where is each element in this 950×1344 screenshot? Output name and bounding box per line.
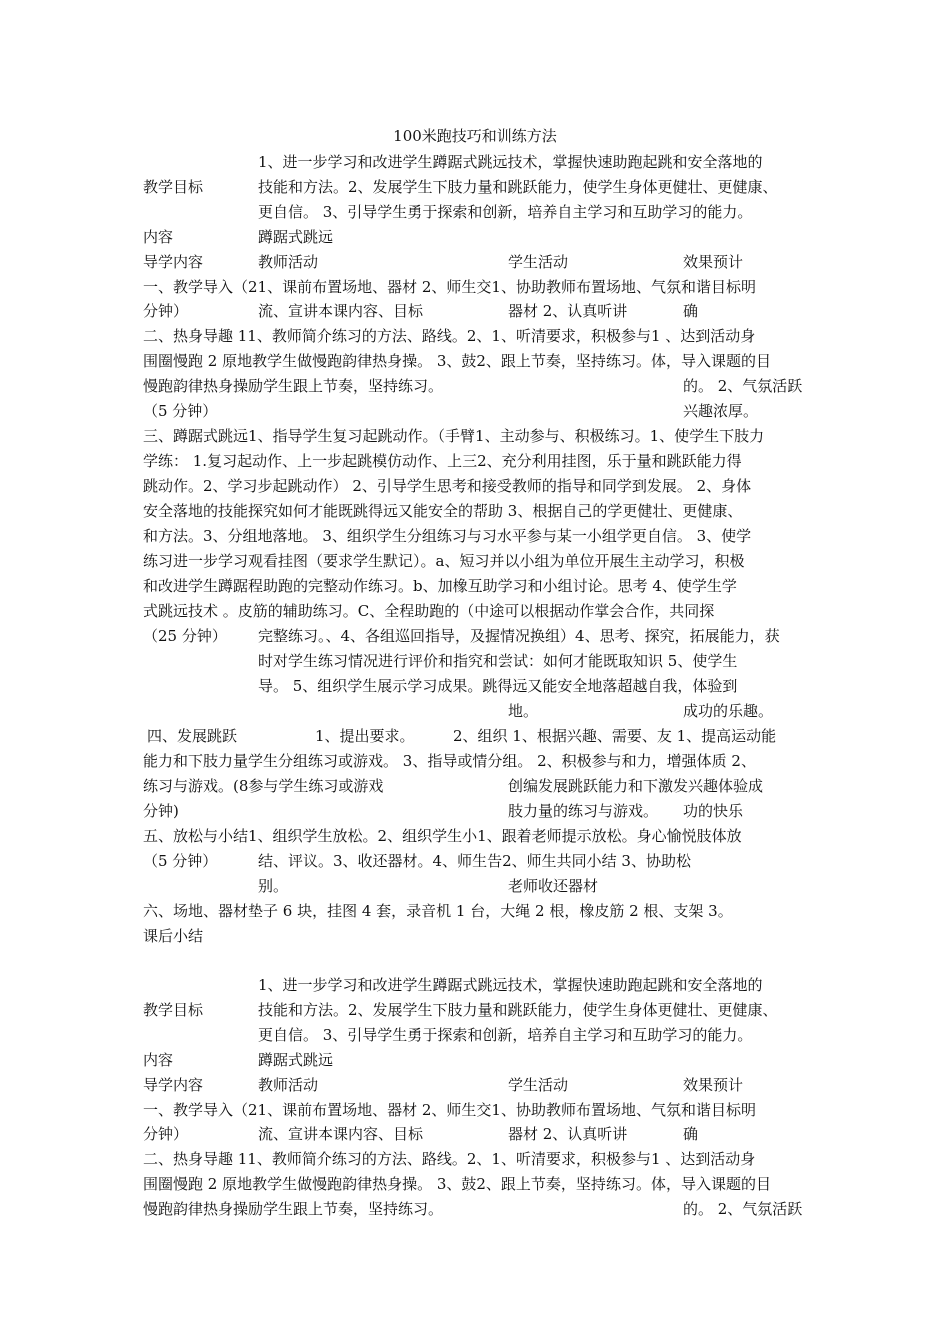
text-line: （5 分钟） (143, 852, 218, 870)
text-line: 练习进一步学习观看挂图（要求学生默记）。a、短习并以小组为单位开展生主动学习，积极 (143, 552, 745, 570)
text-line: 四、发展跳跃 (147, 727, 238, 745)
text-line: 围圈慢跑 2 原地教学生做慢跑韵律热身操。 3、鼓2、跟上节奏，坚持练习。体，导入课题的目 (143, 1175, 771, 1193)
text-line: 内容 (143, 228, 174, 246)
text-line: 确 (683, 1125, 699, 1143)
text-line: （25 分钟） (143, 627, 227, 645)
text-line: 六、场地、器材垫子 6 块，挂图 4 套，录音机 1 台，大绳 2 根，橡皮筋 2 根、支架 3。 (143, 902, 733, 920)
text-line: 分钟） (143, 302, 189, 320)
text-line: 更自信。 3、引导学生勇于探索和创新，培养自主学习和互助学习的能力。 (258, 1026, 753, 1044)
text-line: 1、进一步学习和改进学生蹲踞式跳远技术，掌握快速助跑起跳和安全落地的 (258, 976, 763, 994)
text-line: 肢力量的练习与游戏。 (508, 802, 659, 820)
text-line: 器材 2、认真听讲 (508, 302, 628, 320)
text-line: 能力和下肢力量学生分组练习或游戏。 3、指导或情分组。 2、积极参与和力，增强体质 2、 (143, 752, 756, 770)
text-line: 技能和方法。2、发展学生下肢力量和跳跃能力，使学生身体更健壮、更健康、 (258, 178, 778, 196)
text-line: 学生活动 (508, 253, 569, 271)
text-line: 导。 5、组织学生展示学习成果。跳得远又能安全地落超越自我，体验到 (258, 677, 738, 695)
text-line: 一、教学导入（21、课前布置场地、器材 2、师生交1、协助教师布置场地、气氛和谐目标明 (143, 278, 756, 296)
text-line: 二、热身导趣 11、教师简介练习的方法、路线。2、1、听清要求，积极参与1 、达到活动身 (143, 327, 756, 345)
text-line: 课后小结 (143, 927, 204, 945)
text-line: 流、宣讲本课内容、目标 (258, 302, 424, 320)
text-line: 导学内容 (143, 1076, 204, 1094)
text-line: 慢跑韵律热身操励学生跟上节奏，坚持练习。 (143, 377, 444, 395)
text-line: 跳动作。2、学习步起跳动作） 2、引导学生思考和接受教师的指导和同学到发展。 2、身体 (143, 477, 752, 495)
text-line: 教师活动 (258, 253, 319, 271)
text-line: 兴趣浓厚。 (683, 402, 759, 420)
text-line: 导学内容 (143, 253, 204, 271)
text-line: 一、教学导入（21、课前布置场地、器材 2、师生交1、协助教师布置场地、气氛和谐目标明 (143, 1101, 756, 1119)
text-line: 蹲踞式跳远 (258, 1051, 334, 1069)
text-line: 内容 (143, 1051, 174, 1069)
text-line: （5 分钟） (143, 402, 218, 420)
text-line: 完整练习。、4、各组巡回指导，及握情况换组）4、思考、探究，拓展能力，获 (258, 627, 780, 645)
text-line: 流、宣讲本课内容、目标 (258, 1125, 424, 1143)
text-line: 分钟） (143, 1125, 189, 1143)
text-line: 更自信。 3、引导学生勇于探索和创新，培养自主学习和互助学习的能力。 (258, 203, 753, 221)
text-line: 和方法。3、分组地落地。 3、组织学生分组练习与习水平参与某一小组学更自信。 3、使学 (143, 527, 752, 545)
text-line: 安全落地的技能探究如何才能既跳得远又能安全的帮助 3、根据自己的学更健壮、更健康、 (143, 502, 743, 520)
text-line: 教学目标 (143, 178, 204, 196)
text-line: 二、热身导趣 11、教师简介练习的方法、路线。2、1、听清要求，积极参与1 、达到活动身 (143, 1150, 756, 1168)
page-title: 100米跑技巧和训练方法 (393, 127, 557, 145)
text-line: 式跳远技术 。皮筋的辅助练习。C、全程助跑的（中途可以根据动作掌会合作，共同探 (143, 602, 715, 620)
text-line: 确 (683, 302, 699, 320)
text-line: 练习与游戏。(8参与学生练习或游戏 (143, 777, 384, 795)
text-line: 的。 2、气氛活跃 (683, 377, 803, 395)
text-line: 围圈慢跑 2 原地教学生做慢跑韵律热身操。 3、鼓2、跟上节奏，坚持练习。体，导入课题的目 (143, 352, 771, 370)
text-line: 五、放松与小结1、组织学生放松。2、组织学生小1、跟着老师提示放松。身心愉悦肢体放 (143, 827, 742, 845)
text-line: 老师收还器材 (508, 877, 599, 895)
text-line: 和改进学生蹲踞程助跑的完整动作练习。b、加橡互助学习和小组讨论。思考 4、使学生学 (143, 577, 737, 595)
text-line: 效果预计 (683, 1076, 744, 1094)
text-line: 的。 2、气氛活跃 (683, 1200, 803, 1218)
text-line: 1、提出要求。 (315, 727, 415, 745)
text-line: 成功的乐趣。 (683, 702, 774, 720)
text-line: 教师活动 (258, 1076, 319, 1094)
text-line: 1、进一步学习和改进学生蹲踞式跳远技术，掌握快速助跑起跳和安全落地的 (258, 153, 763, 171)
text-line: 三、蹲踞式跳远1、指导学生复习起跳动作。（手臂1、主动参与、积极练习。1、使学生下肢力 (143, 427, 765, 445)
text-line: 效果预计 (683, 253, 744, 271)
text-line: 学练： 1.复习起动作、上一步起跳模仿动作、上三2、充分利用挂图，乐于量和跳跃能力得 (143, 452, 742, 470)
text-line: 时对学生练习情况进行评价和指究和尝试：如何才能既取知识 5、使学生 (258, 652, 738, 670)
text-line: 地。 (508, 702, 539, 720)
text-line: 慢跑韵律热身操励学生跟上节奏，坚持练习。 (143, 1200, 444, 1218)
text-line: 功的快乐 (683, 802, 744, 820)
text-line: 2、组织 1、根据兴趣、需要、友 1、提高运动能 (453, 727, 777, 745)
text-line: 学生活动 (508, 1076, 569, 1094)
text-line: 教学目标 (143, 1001, 204, 1019)
text-line: 蹲踞式跳远 (258, 228, 334, 246)
text-line: 器材 2、认真听讲 (508, 1125, 628, 1143)
text-line: 创编发展跳跃能力和下激发兴趣体验成 (508, 777, 764, 795)
text-line: 技能和方法。2、发展学生下肢力量和跳跃能力，使学生身体更健壮、更健康、 (258, 1001, 778, 1019)
text-line: 分钟) (143, 802, 179, 820)
text-line: 结、评议。3、收还器材。4、师生告2、师生共同小结 3、协助松 (258, 852, 691, 870)
text-line: 别。 (258, 877, 289, 895)
